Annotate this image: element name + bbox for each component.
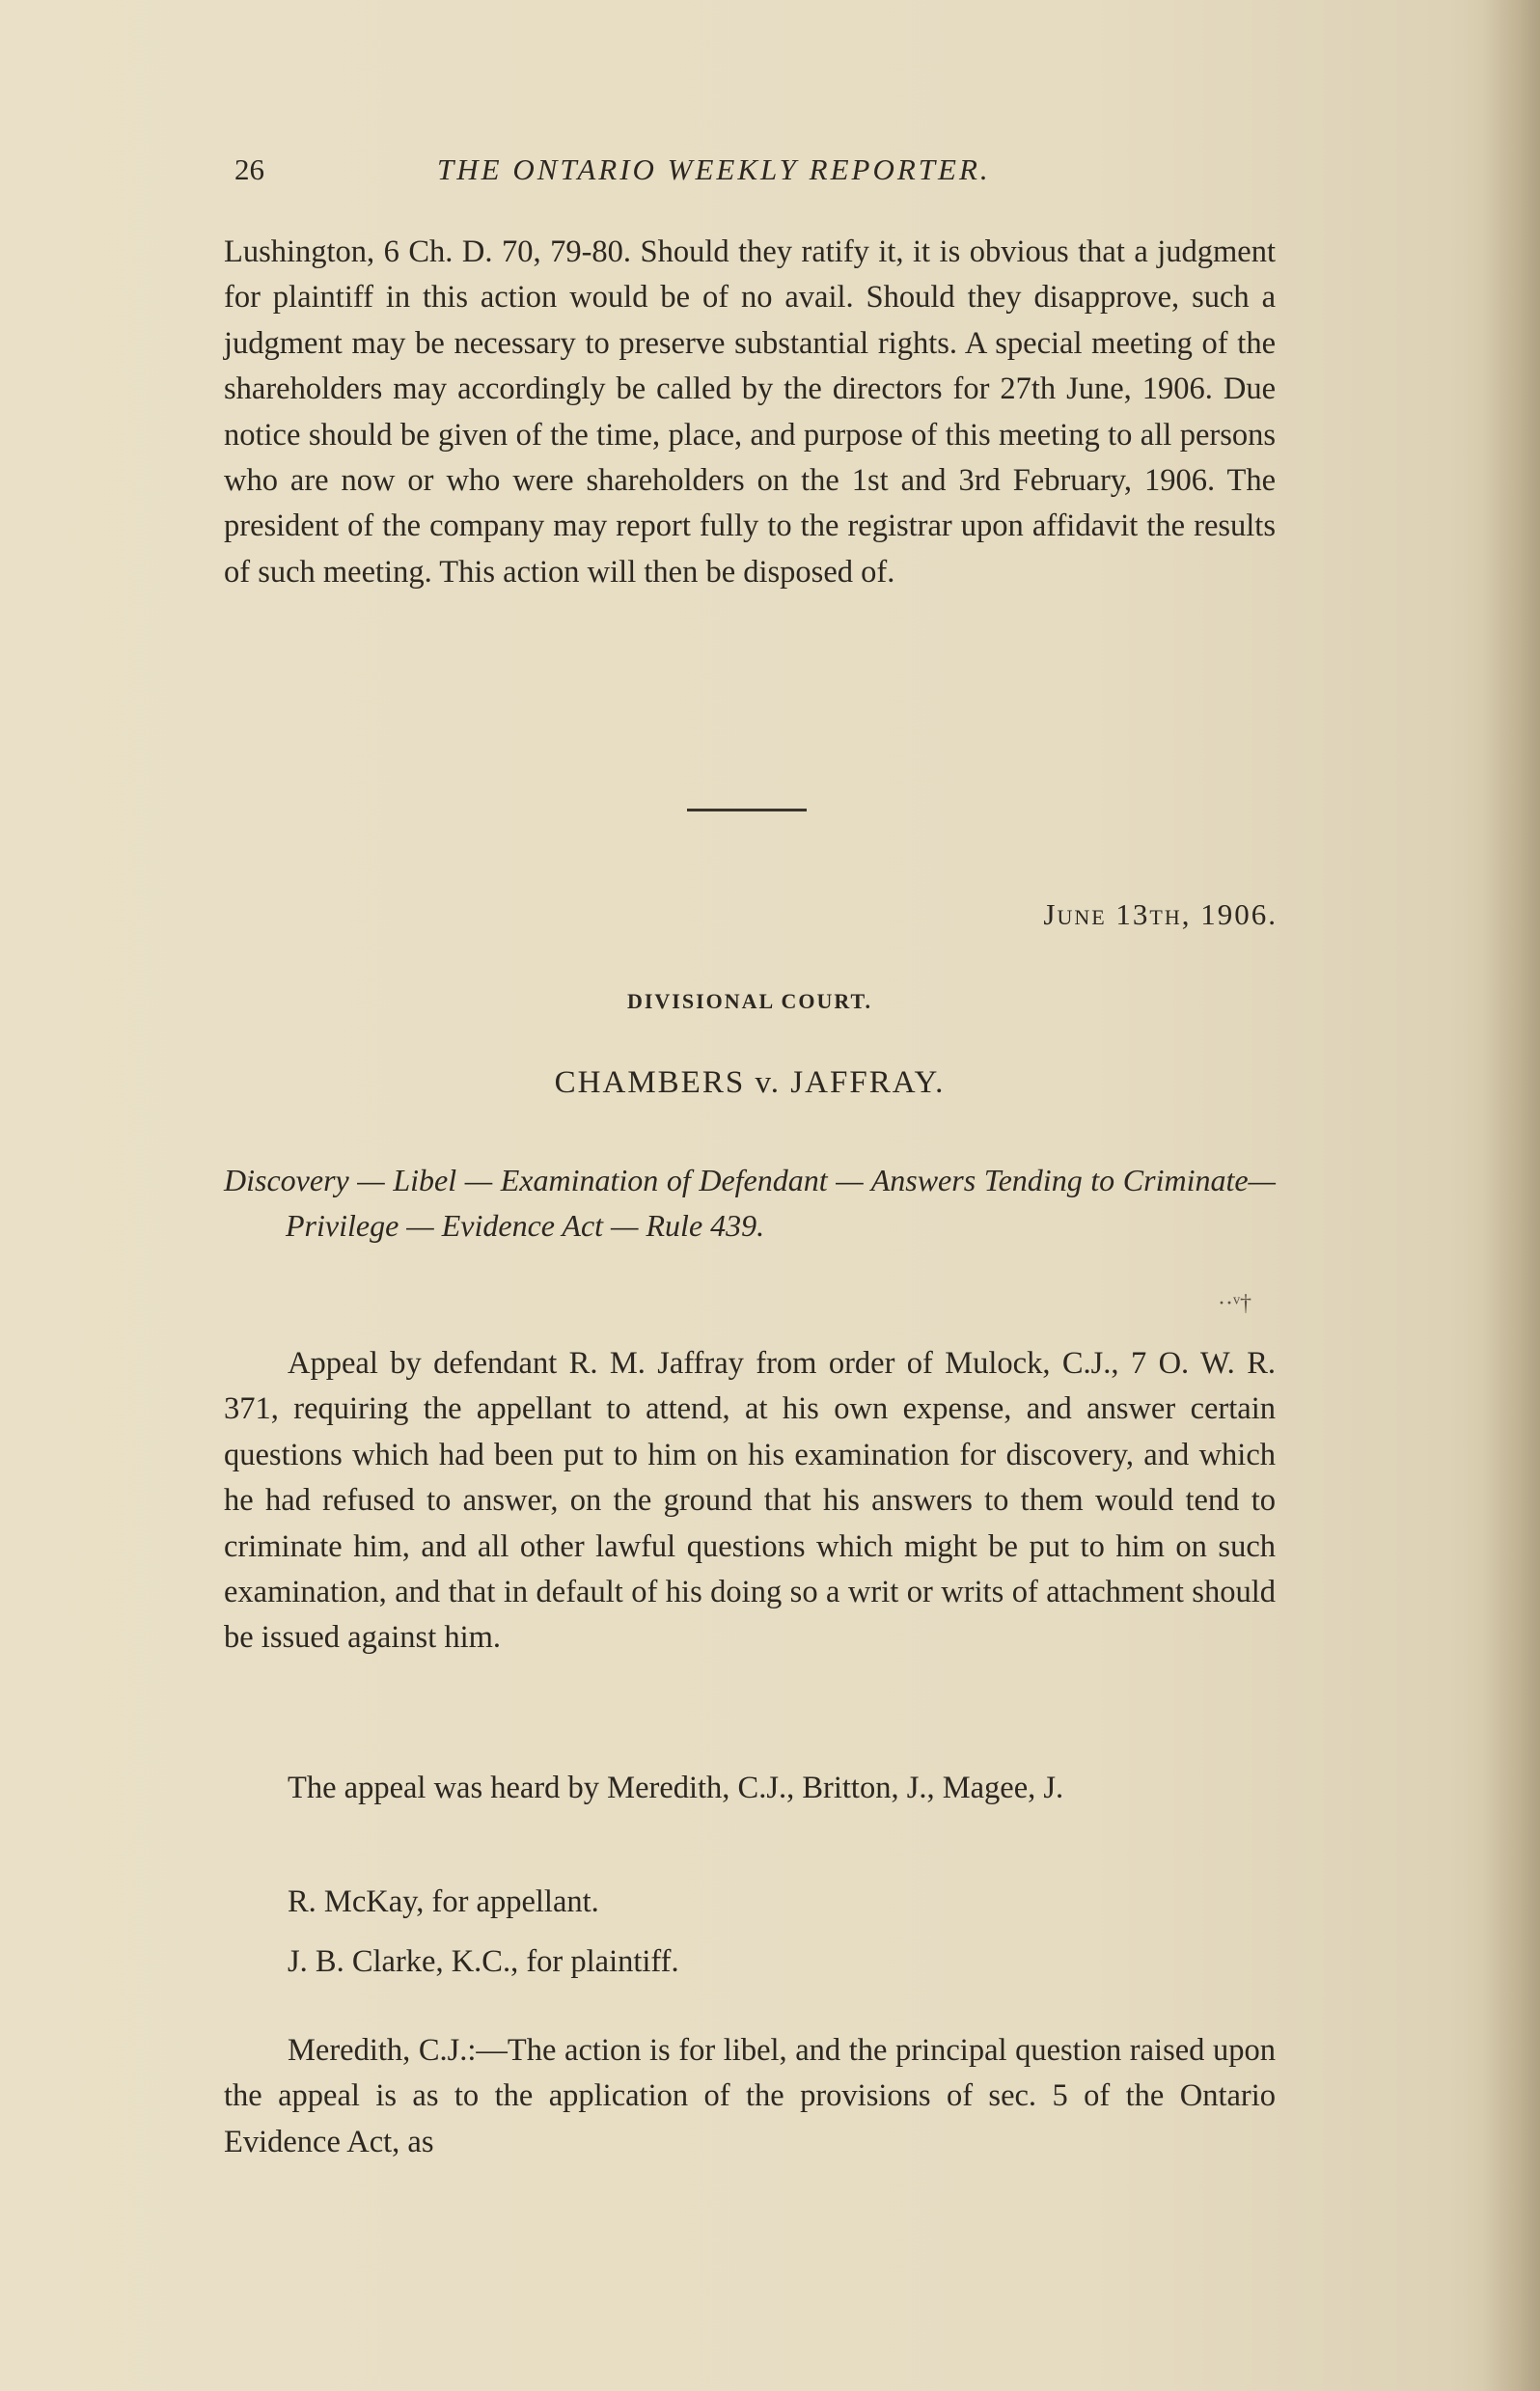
heard-paragraph: The appeal was heard by Meredith, C.J., Britton, J., Magee, J.	[288, 1771, 1064, 1805]
headnote: Discovery — Libel — Examination of Defendant — Answers Tending to Criminate—Privilege — Evidence Act — Rule 439.	[224, 1163, 1276, 1243]
court-name: DIVISIONAL COURT.	[626, 989, 873, 1013]
continuation-paragraph: Lushington, 6 Ch. D. 70, 79-80. Should they ratify it, it is obvious that a judgment for plaintiff in this action would be of no avail. Should they disapprove, such a judgment may be necessary to preserve substantial rights. A special meeting of the shareholders may accordingly be called by the directors for 27th June, 1906. Due notice should be given of the time, place, and purpose of this meeting to all persons who are now or who were shareholders on the 1st and 3rd February, 1906. The president of the company may report fully to the registrar upon affidavit the results of such meeting. This action will then be disposed of.	[224, 234, 1276, 590]
stray-mark: ··ᵛ†	[1218, 1291, 1252, 1316]
page-number: 26	[234, 152, 264, 186]
page-edge-shadow	[1482, 0, 1540, 2391]
page-header	[234, 152, 1277, 201]
running-title: THE ONTARIO WEEKLY REPORTER.	[437, 152, 991, 186]
appeal-paragraph: Appeal by defendant R. M. Jaffray from order of Mulock, C.J., 7 O. W. R. 371, requiring the appellant to attend, at his own expense, and answer certain questions which had been put to him on his examination for discovery, and which he had refused to answer, on the ground that his answers to them would tend to criminate him, and all other lawful questions which might be put to him on such examination, and that in default of his doing so a writ or writs of attachment should be issued against him.	[224, 1346, 1276, 1656]
counsel-appellant: R. McKay, for appellant.	[288, 1884, 599, 1919]
counsel-plaintiff: J. B. Clarke, K.C., for plaintiff.	[288, 1944, 679, 1979]
case-title: CHAMBERS v. JAFFRAY.	[554, 1065, 946, 1100]
judgment-paragraph: Meredith, C.J.:—The action is for libel, and the principal question raised upon the appeal is as to the application of the provisions of sec. 5 of the Ontario Evidence Act, as	[224, 2033, 1276, 2159]
section-divider	[687, 809, 807, 811]
decision-date: June 13th, 1906.	[1043, 897, 1278, 931]
